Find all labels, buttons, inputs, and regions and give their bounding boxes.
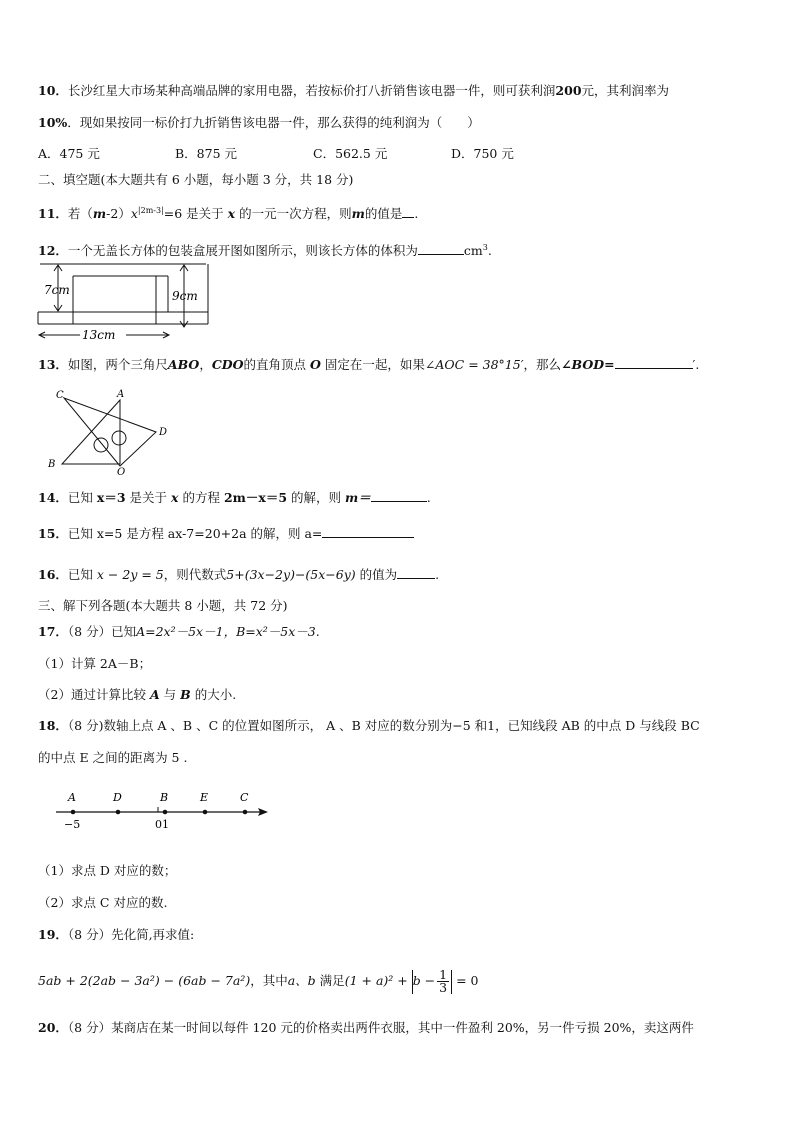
q16-answer-blank[interactable]	[397, 566, 435, 579]
q14-m: m＝	[345, 490, 371, 505]
q20-number: 20．	[38, 1020, 68, 1035]
point-e	[203, 810, 208, 815]
tick-label-01: 01	[155, 818, 169, 831]
q10-profit: 200	[555, 83, 582, 98]
q10-line2	[38, 115, 480, 131]
q17-part1: （1）计算 2A－B；	[38, 656, 152, 671]
triangle-abo	[62, 400, 120, 464]
q16-number: 16．	[38, 567, 68, 582]
q10-text-1: 长沙红星大市场某种高端品牌的家用电器，若按标价打八折销售该电器一件，则可获利润	[67, 83, 556, 98]
label-d: D	[113, 791, 122, 804]
fraction-numerator: 1	[439, 967, 448, 982]
section-3-title: 三、解下列各题(本大题共 8 小题，共 72 分)	[38, 598, 288, 613]
q18-part2: （2）求点 C 对应的数.	[38, 895, 168, 910]
q10-number: 10．	[38, 83, 68, 98]
q10-text-1-end: 元，其利润率为	[581, 83, 670, 98]
q13-sep: ，	[199, 357, 212, 372]
q14-eq: 2m－x＝5	[223, 490, 288, 505]
q10-option-a: A．475 元	[38, 146, 100, 161]
q13-bod: ∠BOD	[561, 357, 605, 372]
q15-text: 已知 x=5 是方程 ax-7=20+2a 的解，则 a=	[67, 526, 323, 541]
q10-option-c: C．562.5 元	[313, 146, 388, 161]
q16-text-b: ，则代数式	[163, 567, 227, 582]
q13-o: O	[310, 357, 321, 372]
q11-line	[38, 203, 418, 222]
q10-option-d: D．750 元	[451, 146, 514, 161]
q12-figure	[38, 262, 218, 346]
q16-expression: 5+(3x−2y)−(5x−6y)	[226, 567, 356, 582]
q12-unit: cm	[463, 243, 483, 259]
point-b-label: B	[48, 459, 56, 470]
q12-end: .	[487, 243, 492, 259]
q14-answer-blank[interactable]	[371, 489, 427, 502]
point-a-label: A	[117, 389, 125, 400]
q17-definition: A=2x²－5x－1，B=x²－5x－3.	[136, 624, 320, 639]
q14-x: x	[171, 490, 179, 505]
q11-text-a: 若（	[67, 206, 93, 222]
triangle-cdo	[64, 398, 156, 466]
point-d	[116, 810, 121, 815]
q19-text-b: ，其中	[250, 973, 288, 988]
tick-label-minus5: −5	[64, 818, 81, 831]
q15-number: 15．	[38, 526, 68, 541]
q14-cond: x＝3	[96, 490, 126, 505]
q17-text: （8 分）已知	[67, 624, 137, 639]
q11-text-c: =6 是关于	[163, 206, 224, 222]
q11-exponent: |2m-3|	[137, 206, 164, 215]
q17-number: 17．	[38, 624, 68, 639]
fraction-denominator: 3	[439, 980, 448, 995]
label-13cm: 13cm	[82, 328, 116, 342]
q16-text-c: 的值为	[359, 567, 398, 582]
q13-line	[38, 356, 699, 373]
q12-number: 12．	[38, 243, 68, 259]
label-7cm: 7cm	[44, 283, 70, 297]
q18-line1	[38, 718, 700, 734]
q16-end: .	[435, 567, 440, 582]
q17-b: B	[180, 687, 191, 702]
q16-line	[38, 566, 439, 583]
q14-text-d: 的解，则	[291, 490, 342, 505]
q19-cond-c: = 0	[456, 973, 479, 988]
q12-line	[38, 240, 492, 259]
q13-text-d: ，那么	[523, 357, 562, 372]
point-o-label: O	[117, 467, 126, 478]
q14-text-a: 已知	[67, 490, 93, 505]
q11-text-d: 的一元一次方程，则	[239, 206, 352, 222]
q10-text-2: ．现如果按同一标价打九折销售该电器一件，那么获得的纯利润为（ ）	[67, 115, 480, 130]
q19-cond-b: b −	[412, 973, 436, 988]
q18-part1: （1）求点 D 对应的数；	[38, 863, 177, 878]
q19-expression: 5ab + 2(2ab − 3a²) − (6ab − 7a²)	[38, 973, 251, 988]
q19-text: （8 分）先化简,再求值:	[67, 927, 195, 942]
q16-text-a: 已知	[67, 567, 93, 582]
q13-answer-blank[interactable]	[615, 356, 693, 369]
q14-end: .	[426, 490, 431, 505]
q19-ab: a、b	[287, 973, 316, 988]
q13-figure	[44, 386, 174, 480]
q14-text-c: 的方程	[182, 490, 220, 505]
q18-line2: 的中点 E 之间的距离为 5 .	[38, 750, 188, 765]
q13-angle: ∠AOC = 38°15′	[424, 357, 524, 372]
hole-circle	[94, 438, 108, 452]
q14-line	[38, 489, 431, 506]
q13-end: ′.	[692, 357, 700, 372]
q11-m: m	[92, 206, 107, 222]
q12-answer-blank[interactable]	[418, 242, 464, 255]
set-squares-diagram	[44, 386, 174, 476]
label-c: C	[240, 791, 249, 804]
q11-x: x	[130, 206, 138, 222]
q11-m-var: m	[351, 206, 365, 222]
q15-answer-blank[interactable]	[322, 525, 414, 538]
q11-text-e: 的值是	[364, 206, 403, 222]
hole-circle	[112, 431, 126, 445]
q19-line	[38, 927, 194, 943]
label-e: E	[200, 791, 209, 804]
abs-bar-right	[451, 970, 452, 994]
q13-abo: ABO	[167, 357, 200, 372]
q17-part2-c: 的大小.	[194, 687, 237, 702]
q20-text: （8 分）某商店在某一时间以每件 120 元的价格卖出两件衣服，其中一件盈利 20%，另一件亏损 20%，卖这两件	[67, 1020, 694, 1035]
q12-unit-exp: 3	[482, 243, 488, 252]
q10-options	[38, 146, 738, 162]
q13-eq: =	[604, 357, 615, 372]
q17-part2	[38, 687, 236, 703]
point-a	[71, 810, 76, 815]
point-c	[243, 810, 248, 815]
q13-text-a: 如图，两个三角尺	[67, 357, 168, 372]
q11-x2: x	[227, 206, 236, 222]
q19-cond-a: (1 + a)² +	[344, 973, 412, 988]
label-b: B	[160, 791, 169, 804]
q19-text-c: 满足	[319, 973, 345, 988]
q20-line	[38, 1020, 694, 1036]
q11-number: 11．	[38, 206, 68, 222]
q11-answer-blank[interactable]	[402, 205, 414, 218]
q18-text-1: （8 分)数轴上点 A 、B 、C 的位置如图所示， A 、B 对应的数分别为−5 和1，已知线段 AB 的中点 D 与线段 BC	[67, 718, 700, 733]
q18-figure	[54, 788, 274, 837]
q17-part2-a: （2）通过计算比较	[38, 687, 146, 702]
section-2-title: 二、填空题(本大题共有 6 小题，每小题 3 分，共 18 分)	[38, 172, 354, 187]
q13-cdo: CDO	[211, 357, 244, 372]
q16-condition: x − 2y = 5	[96, 567, 164, 582]
q17-part2-b: 与	[163, 687, 177, 702]
q17-a: A	[149, 687, 160, 702]
q10-rate: 10%	[38, 115, 68, 130]
q15-line	[38, 525, 414, 542]
q14-number: 14．	[38, 490, 68, 505]
q19-number: 19．	[38, 927, 68, 942]
point-b	[163, 810, 168, 815]
q11-end: .	[414, 206, 419, 222]
q14-text-b: 是关于	[129, 490, 168, 505]
label-a: A	[68, 791, 76, 804]
q11-text-b: -2）	[106, 206, 131, 222]
q13-text-b: 的直角顶点	[243, 357, 307, 372]
q19-fraction	[437, 969, 449, 994]
q10-option-b: B．875 元	[175, 146, 238, 161]
point-d-label: D	[159, 427, 168, 438]
q12-text: 一个无盖长方体的包装盒展开图如图所示，则该长方体的体积为	[67, 243, 418, 259]
q19-expression-line	[38, 966, 479, 996]
q13-text-c: 固定在一起，如果	[324, 357, 425, 372]
box-net-diagram	[38, 262, 218, 342]
q17-line	[38, 624, 320, 640]
q13-number: 13．	[38, 357, 68, 372]
q10-line1	[38, 83, 669, 99]
point-c-label: C	[56, 390, 64, 401]
number-line-diagram	[54, 788, 274, 833]
q18-number: 18．	[38, 718, 68, 733]
label-9cm: 9cm	[172, 289, 198, 303]
